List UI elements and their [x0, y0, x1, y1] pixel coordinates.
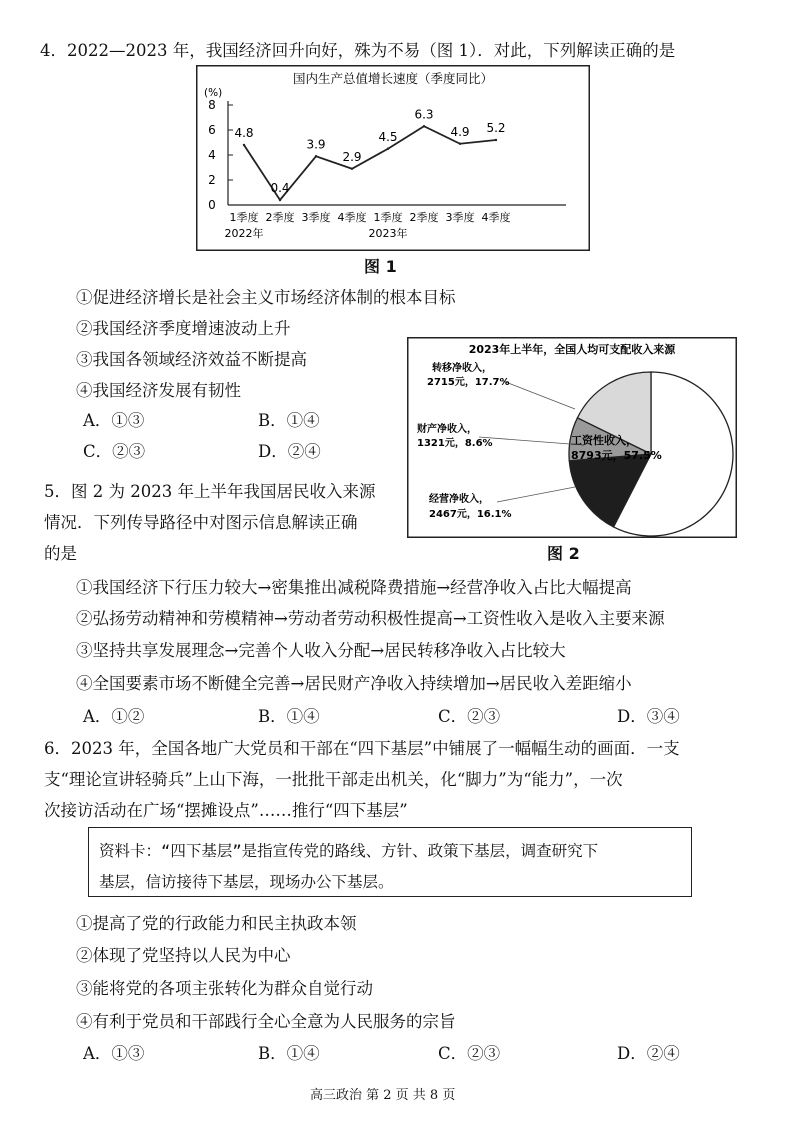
pie-value-business: 2467元，16.1% [429, 509, 512, 520]
data-point [387, 148, 389, 150]
data-point [279, 199, 281, 201]
q5-stem-line-3: 的是 [44, 544, 77, 563]
pie-label-wage: 工资性收入， [571, 434, 637, 447]
q4-option-d[interactable]: D．②④ [258, 442, 321, 461]
pie-label-business: 经营净收入， [429, 494, 489, 505]
q6-option-a[interactable]: A．①③ [83, 1044, 145, 1063]
year-label: 2023年 [368, 227, 408, 240]
y-axis-unit-label: (%) [204, 87, 223, 99]
data-point [315, 155, 317, 157]
q5-statement-4: ④全国要素市场不断健全完善→居民财产净收入持续增加→居民收入差距缩小 [76, 674, 632, 693]
y-tick-label: 8 [208, 98, 216, 112]
data-label: 2.9 [342, 149, 362, 164]
q6-stem-line-3: 次接访活动在广场“摆摊设点”……推行“四下基层” [44, 801, 408, 820]
q5-option-b[interactable]: B．①④ [258, 707, 320, 726]
x-tick-label: 3季度 [445, 211, 475, 224]
q5-statement-3: ③坚持共享发展理念→完善个人收入分配→居民转移净收入占比较大 [76, 641, 566, 660]
income-source-pie-chart [407, 337, 737, 538]
x-tick-label: 3季度 [301, 211, 331, 224]
x-tick-label: 1季度 [229, 211, 259, 224]
y-tick-label: 4 [208, 148, 216, 162]
pie-label-transfer: 转移净收入， [432, 363, 492, 374]
q6-option-c[interactable]: C．②③ [438, 1044, 501, 1063]
year-label: 2022年 [224, 227, 264, 240]
q5-statement-2: ②弘扬劳动精神和劳模精神→劳动者劳动积极性提高→工资性收入是收入主要来源 [76, 609, 665, 628]
q5-option-d[interactable]: D．③④ [617, 707, 680, 726]
q4-option-a[interactable]: A．①③ [83, 411, 145, 430]
q6-statement-3: ③能将党的各项主张转化为群众自觉行动 [76, 979, 373, 998]
data-label: 4.5 [378, 129, 398, 144]
x-tick-label: 2季度 [409, 211, 439, 224]
q4-option-b[interactable]: B．①④ [258, 411, 320, 430]
pie-value-property: 1321元，8.6% [417, 438, 493, 449]
x-tick-label: 4季度 [337, 211, 367, 224]
q6-stem-line-2: 支“理论宣讲轻骑兵”上山下海，一批批干部走出机关，化“脚力”为“能力”，一次 [44, 770, 623, 789]
info-card-line-1: 资料卡：“四下基层”是指宣传党的路线、方针、政策下基层，调查研究下 [99, 842, 599, 860]
data-label: 4.9 [450, 124, 470, 139]
y-tick-label: 2 [208, 173, 216, 187]
pie-chart-title: 2023年上半年，全国人均可支配收入来源 [468, 343, 676, 356]
data-label: 5.2 [486, 121, 506, 135]
page-footer: 高三政治 第 2 页 共 8 页 [310, 1088, 456, 1103]
figure-1-caption: 图 1 [364, 257, 397, 276]
info-card [88, 827, 692, 897]
q5-stem-line-2: 情况．下列传导路径中对图示信息解读正确 [44, 513, 358, 532]
data-label: 3.9 [306, 137, 326, 152]
q5-option-c[interactable]: C．②③ [438, 707, 501, 726]
data-point [351, 168, 353, 170]
q4-statement-1: ①促进经济增长是社会主义市场经济体制的根本目标 [76, 288, 456, 307]
q6-statement-2: ②体现了党坚持以人民为中心 [76, 946, 291, 965]
q4-statement-4: ④我国经济发展有韧性 [76, 381, 241, 400]
data-point [495, 139, 497, 141]
data-point [459, 143, 461, 145]
pie-value-transfer: 2715元，17.7% [427, 377, 510, 388]
data-label: 6.3 [414, 107, 434, 122]
q4-stem: 4．2022—2023 年，我国经济回升向好，殊为不易（图 1）．对此，下列解读正确的是 [40, 41, 676, 60]
x-tick-label: 4季度 [481, 211, 511, 224]
q4-statement-3: ③我国各领域经济效益不断提高 [76, 350, 307, 369]
x-tick-label: 2季度 [265, 211, 295, 224]
x-tick-label: 1季度 [373, 211, 403, 224]
data-point [243, 144, 245, 146]
q6-statement-1: ①提高了党的行政能力和民主执政本领 [76, 914, 357, 933]
data-label: 0.4 [270, 181, 290, 195]
q6-stem-line-1: 6．2023 年，全国各地广大党员和干部在“四下基层”中铺展了一幅幅生动的画面．一支 [44, 739, 680, 758]
y-tick-label: 6 [208, 123, 216, 137]
figure-2-caption: 图 2 [547, 544, 580, 563]
q6-statement-4: ④有利于党员和干部践行全心全意为人民服务的宗旨 [76, 1012, 456, 1031]
q6-option-d[interactable]: D．②④ [617, 1044, 680, 1063]
pie-value-wage: 8793元，57.5% [571, 449, 662, 462]
data-point [423, 125, 425, 127]
pie-label-property: 财产净收入， [417, 424, 477, 435]
gdp-growth-chart [196, 65, 590, 251]
q4-option-c[interactable]: C．②③ [83, 442, 146, 461]
q5-statement-1: ①我国经济下行压力较大→密集推出减税降费措施→经营净收入占比大幅提高 [76, 578, 632, 597]
chart-title: 国内生产总值增长速度（季度同比） [292, 71, 494, 86]
data-label: 4.8 [234, 126, 254, 140]
q5-stem-line-1: 5．图 2 为 2023 年上半年我国居民收入来源 [44, 482, 376, 501]
q5-option-a[interactable]: A．①② [83, 707, 145, 726]
info-card-line-2: 基层，信访接待下基层，现场办公下基层。 [99, 873, 394, 891]
q4-statement-2: ②我国经济季度增速波动上升 [76, 319, 291, 338]
y-tick-label: 0 [208, 198, 216, 212]
q6-option-b[interactable]: B．①④ [258, 1044, 320, 1063]
